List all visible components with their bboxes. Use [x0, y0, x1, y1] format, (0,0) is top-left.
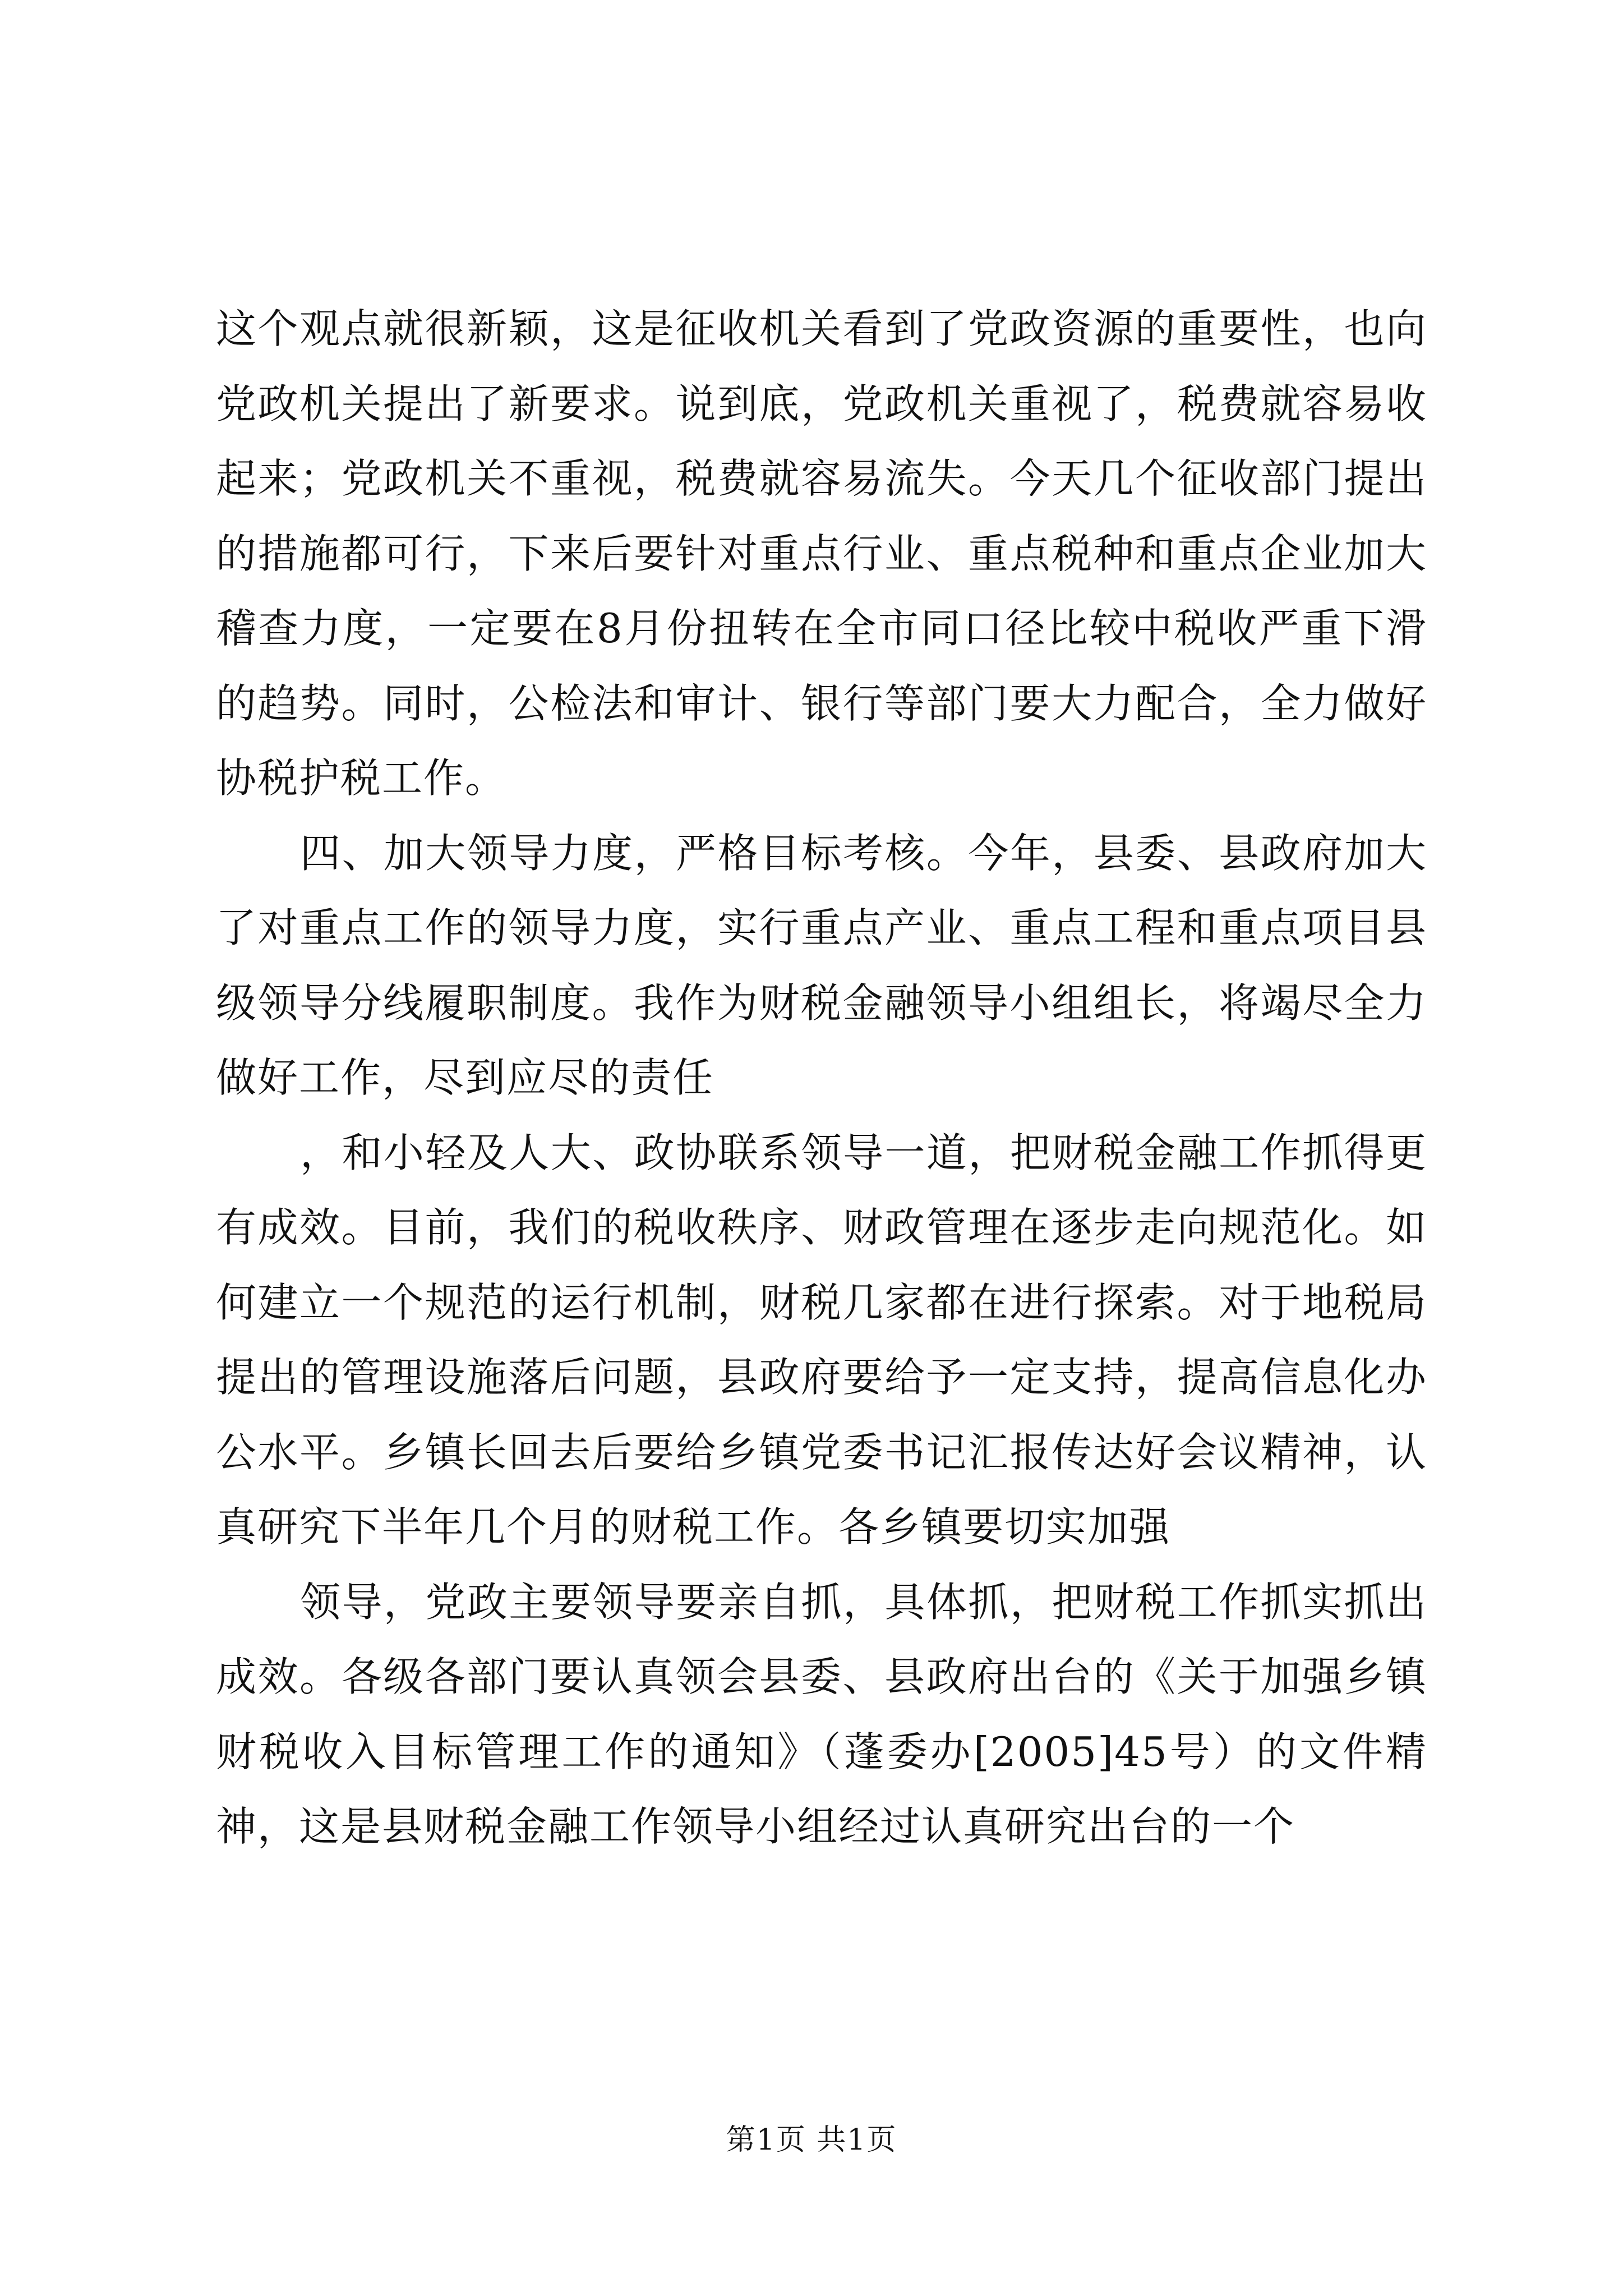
page-footer: 第1页 共1页 [726, 2123, 897, 2157]
document-body [216, 292, 1427, 1865]
paragraph-1: 这个观点就很新颖，这是征收机关看到了党政资源的重要性，也向党政机关提出了新要求。说到底，党政机关重视了，税费就容易收起来；党政机关不重视，税费就容易流失。今天几个征收部门提出的措施都可行，下来后要针对重点行业、重点税种和重点企业加大稽查力度，一定要在8月份扭转在全市同口径比较中税收严重下滑的趋势。同时，公检法和审计、银行等部门要大力配合，全力做好协税护税工作。 [216, 305, 1427, 802]
paragraph-4: 领导，党政主要领导要亲自抓，具体抓，把财税工作抓实抓出成效。各级各部门要认真领会县委、县政府出台的《关于加强乡镇财税收入目标管理工作的通知》（蓬委办[2005]45号）的文件精神，这是县财税金融工作领导小组经过认真研究出台的一个 [216, 1578, 1427, 1850]
paragraph-3: ，和小轻及人大、政协联系领导一道，把财税金融工作抓得更有成效。目前，我们的税收秩序、财政管理在逐步走向规范化。如何建立一个规范的运行机制，财税几家都在进行探索。对于地税局提出的管理设施落后问题，县政府要给予一定支持，提高信息化办公水平。乡镇长回去后要给乡镇党委书记汇报传达好会议精神，认真研究下半年几个月的财税工作。各乡镇要切实加强 [216, 1129, 1427, 1550]
paragraph-2: 四、加大领导力度，严格目标考核。今年，县委、县政府加大了对重点工作的领导力度，实行重点产业、重点工程和重点项目县级领导分线履职制度。我作为财税金融领导小组组长，将竭尽全力做好工作，尽到应尽的责任 [216, 829, 1427, 1101]
